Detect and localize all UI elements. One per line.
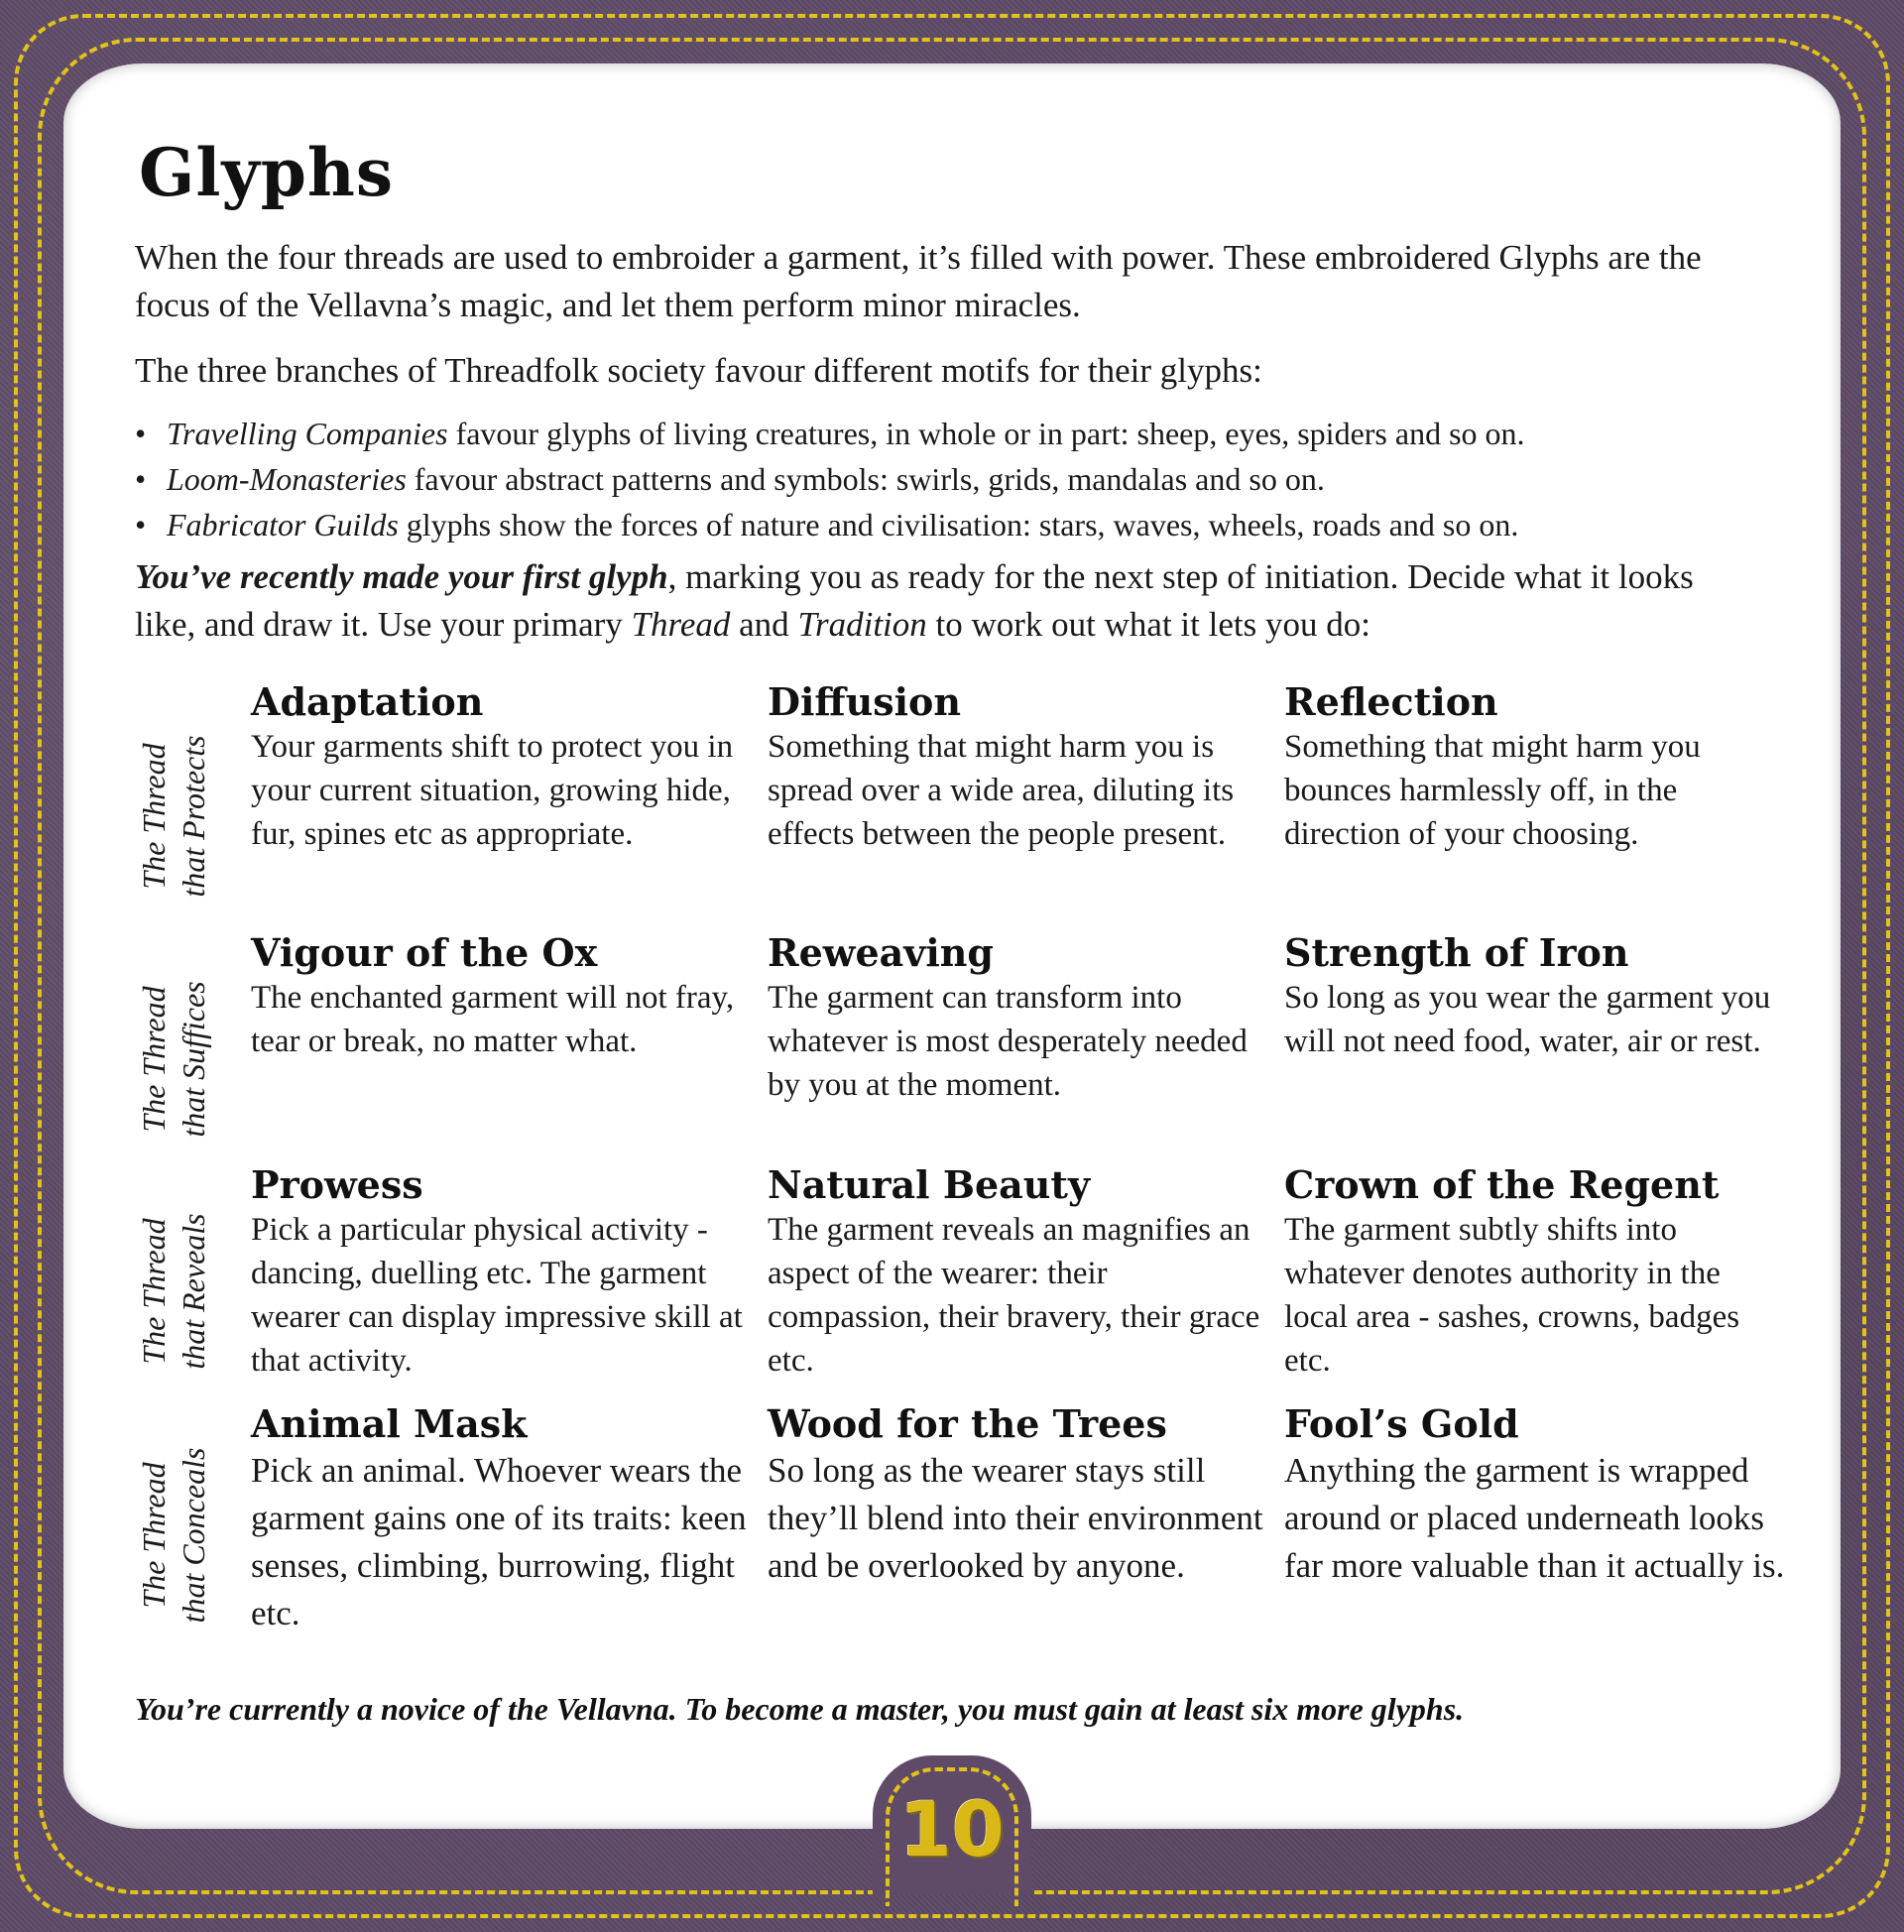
branches-list xyxy=(135,411,1525,547)
row-label-protects: The Thread that Protects xyxy=(136,735,211,898)
list-item: • Travelling Companies favour glyphs of living creatures, in whole or in part: sheep, eyes, spiders and so on. xyxy=(135,411,1525,456)
glyph-reweaving xyxy=(768,930,1273,1107)
glyph-name: Prowess xyxy=(251,1162,423,1207)
footer-note: You’re currently a novice of the Vellavna. To become a master, you must gain at least six more glyphs. xyxy=(135,1691,1465,1727)
glyph-crown-of-the-regent xyxy=(1284,1162,1790,1383)
glyph-description: The garment can transform into whatever is most desperately needed by you at the moment. xyxy=(768,980,1248,1103)
glyph-fools-gold xyxy=(1284,1401,1790,1590)
glyph-diffusion xyxy=(768,679,1273,856)
glyph-name: Diffusion xyxy=(768,679,962,724)
glyph-name: Strength of Iron xyxy=(1284,930,1629,975)
glyph-description: Pick an animal. Whoever wears the garment gains one of its traits: keen senses, climbing, burrowing, flight etc. xyxy=(251,1451,747,1632)
glyph-name: Reweaving xyxy=(768,930,994,975)
row-label-suffices: The Thread that Suffices xyxy=(136,981,211,1138)
row-label-reveals: The Thread that Reveals xyxy=(136,1213,211,1370)
glyph-description: The garment subtly shifts into whatever denotes authority in the local area - sashes, crowns, badges etc. xyxy=(1284,1212,1740,1379)
row-label-conceals: The Thread that Conceals xyxy=(136,1447,211,1624)
glyph-reflection xyxy=(1284,679,1790,856)
glyph-name: Vigour of the Ox xyxy=(251,930,598,975)
page-title: Glyphs xyxy=(139,134,395,211)
glyph-strength-of-iron xyxy=(1284,930,1790,1063)
glyph-name: Fool’s Gold xyxy=(1284,1401,1519,1446)
glyph-vigour-of-the-ox xyxy=(251,930,757,1063)
glyph-prowess xyxy=(251,1162,757,1383)
list-item: • Fabricator Guilds glyphs show the forces of nature and civilisation: stars, waves, wheels, roads and so on. xyxy=(135,502,1525,547)
glyph-natural-beauty xyxy=(768,1162,1273,1383)
branches-intro: The three branches of Threadfolk society favour different motifs for their glyphs: xyxy=(135,351,1262,390)
glyph-wood-for-the-trees xyxy=(768,1401,1273,1590)
glyph-name: Natural Beauty xyxy=(768,1162,1091,1207)
glyph-description: The garment reveals an magnifies an aspect of the wearer: their compassion, their bravery, their grace etc. xyxy=(768,1212,1260,1379)
instruction-paragraph: You’ve recently made your first glyph, marking you as ready for the next step of initiation. Decide what it looks like, and draw it. Use your primary Thread and Tradition to work out what it lets you do: xyxy=(135,557,1694,644)
glyph-description: The enchanted garment will not fray, tear or break, no matter what. xyxy=(251,980,735,1059)
glyph-name: Wood for the Trees xyxy=(768,1401,1167,1446)
list-item: • Loom-Monasteries favour abstract patterns and symbols: swirls, grids, mandalas and so on. xyxy=(135,456,1525,502)
glyph-description: Something that might harm you is spread over a wide area, diluting its effects between the people present. xyxy=(768,729,1235,852)
glyph-name: Crown of the Regent xyxy=(1284,1162,1720,1207)
glyph-name: Animal Mask xyxy=(251,1401,528,1446)
glyph-name: Reflection xyxy=(1284,679,1498,724)
glyph-description: Anything the garment is wrapped around or placed underneath looks far more valuable than it actually is. xyxy=(1284,1451,1785,1585)
glyph-animal-mask xyxy=(251,1401,757,1637)
glyph-description: Your garments shift to protect you in your current situation, growing hide, fur, spines etc as appropriate. xyxy=(251,729,734,852)
glyph-description: Pick a particular physical activity - dancing, duelling etc. The garment wearer can display impressive skill at that activity. xyxy=(251,1212,743,1379)
glyph-description: Something that might harm you bounces harmlessly off, in the direction of your choosing. xyxy=(1284,729,1701,852)
intro-paragraph: When the four threads are used to embroider a garment, it’s filled with power. These embroidered Glyphs are the focus of the Vellavna’s magic, and let them perform minor miracles. xyxy=(135,238,1702,324)
glyph-description: So long as you wear the garment you will not need food, water, air or rest. xyxy=(1284,980,1771,1059)
glyph-description: So long as the wearer stays still they’ll blend into their environment and be overlooked by anyone. xyxy=(768,1451,1263,1585)
glyph-adaptation xyxy=(251,679,757,856)
glyph-name: Adaptation xyxy=(251,679,484,724)
page-number: 10 xyxy=(899,1785,1005,1873)
